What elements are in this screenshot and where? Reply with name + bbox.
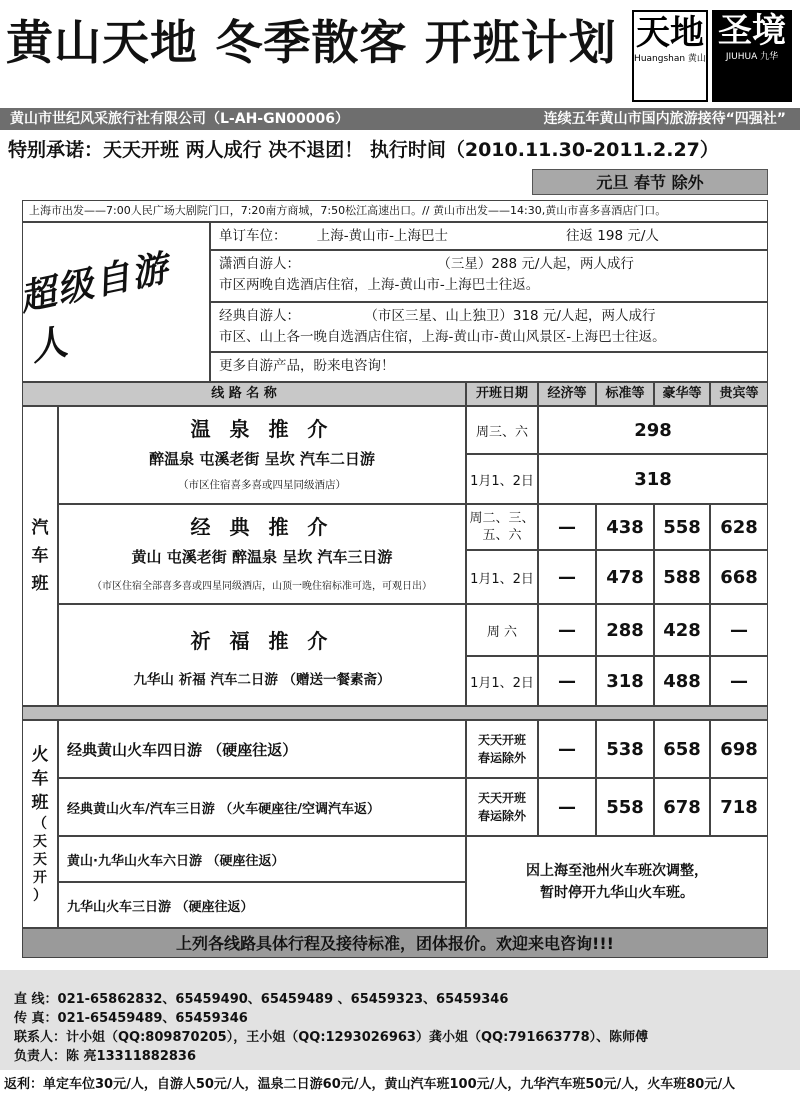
cl-std-0: 438: [596, 504, 654, 550]
logo1-sub: Huangshan 黄山: [634, 54, 706, 64]
classic-free-row: [210, 302, 768, 352]
more-row: [210, 352, 768, 382]
th-economy: 经济等: [538, 382, 596, 406]
cl-eco-0: —: [538, 504, 596, 550]
cl-date-0-l2: 五、六: [482, 528, 522, 543]
seat-row: [210, 222, 768, 250]
tr-date-1-l2: 春运除外: [477, 809, 526, 823]
seat-price: 往返 198 元/人: [566, 228, 659, 244]
xiaosa-line1: 潇洒自游人： （三星）288 元/人起，两人成行: [219, 256, 634, 272]
bl-date-1: 1月1、2日: [466, 656, 538, 706]
honor-text: 连续五年黄山市国内旅游接待“四强社”: [543, 111, 786, 127]
suspend-line2: 暂时停开九华山火车班。: [540, 885, 694, 901]
bl-vip-0: —: [710, 604, 768, 656]
hs-date-0: 周三、六: [466, 406, 538, 454]
train-name-2: 黄山·九华山火车六日游 （硬座往返）: [67, 853, 285, 869]
logo1-main: 天地: [636, 13, 704, 53]
train-label-6: 开: [33, 870, 47, 886]
cl-date-1: 1月1、2日: [466, 550, 538, 604]
bl-dlx-1: 488: [654, 656, 710, 706]
th-deluxe: 豪华等: [654, 382, 710, 406]
rebate-line: 返利：单定车位30元/人，自游人50元/人，温泉二日游60元/人，黄山汽车班100元/人，九华汽车班50元/人，火车班80元/人: [0, 1072, 800, 1100]
train-route-1: [58, 778, 466, 836]
seat-route: 上海-黄山市-上海巴士: [316, 228, 449, 244]
bl-eco-0: —: [538, 604, 596, 656]
badge-text: 超级自游人: [15, 246, 174, 370]
cl-eco-1: —: [538, 550, 596, 604]
hot-spring-route: [58, 406, 466, 504]
classic-line2: 市区、山上各一晚自选酒店住宿，上海-黄山市-黄山风景区-上海巴士往返。: [219, 329, 666, 345]
except-badge: 元旦 春节 除外: [532, 169, 768, 195]
hot-spring-note: （市区住宿喜多喜或四星同级酒店）: [178, 479, 346, 491]
bl-vip-1: —: [710, 656, 768, 706]
cl-dlx-1: 588: [654, 550, 710, 604]
train-route-2: [58, 836, 466, 882]
cl-std-1: 478: [596, 550, 654, 604]
train-label-2: 班: [31, 793, 49, 813]
promise-text: 特别承诺：天天开班 两人成行 决不退团！ 执行时间（2010.11.30-2011.2.27）: [8, 139, 719, 161]
hot-spring-title: 温 泉 推 介: [190, 417, 334, 441]
section-divider: [22, 706, 768, 720]
seat-label: 单订车位：: [219, 228, 287, 244]
classic-line: 黄山 屯溪老街 醉温泉 呈坎 汽车三日游: [131, 548, 393, 566]
blessing-line: 九华山 祈福 汽车二日游 （赠送一餐素斋）: [133, 672, 391, 688]
train-label-1: 车: [31, 769, 49, 789]
hs-price-1: 318: [538, 454, 768, 504]
blessing-route: [58, 604, 466, 706]
cl-date-0: [466, 504, 538, 550]
tr-date-0-l2: 春运除外: [477, 751, 526, 765]
bus-label-0: 汽: [31, 518, 49, 538]
classic-title: 经 典 推 介: [190, 515, 334, 539]
bus-label-2: 班: [31, 574, 49, 594]
th-date: 开班日期: [466, 382, 538, 406]
th-vip: 贵宾等: [710, 382, 768, 406]
bus-label: [22, 406, 58, 706]
tr-date-0: [466, 720, 538, 778]
bl-date-0: 周 六: [466, 604, 538, 656]
train-label-7: ）: [33, 888, 47, 904]
hs-price-0: 298: [538, 406, 768, 454]
hot-spring-line: 醉温泉 屯溪老街 呈坎 汽车二日游: [149, 450, 375, 468]
bl-std-0: 288: [596, 604, 654, 656]
tr-dlx-1: 678: [654, 778, 710, 836]
train-name-0: 经典黄山火车四日游 （硬座往返）: [67, 740, 298, 759]
bl-std-1: 318: [596, 656, 654, 706]
agency-bar: [0, 108, 800, 130]
blessing-title: 祈 福 推 介: [190, 629, 334, 653]
train-name-1: 经典黄山火车/汽车三日游 （火车硬座往/空调汽车返）: [67, 801, 381, 817]
jiuhua-suspend-notice: [466, 836, 768, 928]
suspend-line1: 因上海至池州火车班次调整，: [526, 863, 708, 879]
tr-std-1: 558: [596, 778, 654, 836]
classic-line1: 经典自游人： （市区三星、山上独卫）318 元/人起，两人成行: [219, 308, 656, 324]
bus-label-1: 车: [31, 546, 49, 566]
classic-route: [58, 504, 466, 604]
direct-line: 直 线：021-65862832、65459490、65459489 、65459323、65459346: [14, 992, 509, 1007]
page-title: 黄山天地 冬季散客 开班计划: [6, 16, 617, 71]
bl-eco-1: —: [538, 656, 596, 706]
xiaosa-row: [210, 250, 768, 302]
cl-dlx-0: 558: [654, 504, 710, 550]
train-label-4: 天: [33, 834, 47, 850]
train-route-3: [58, 882, 466, 928]
cl-vip-1: 668: [710, 550, 768, 604]
tr-eco-1: —: [538, 778, 596, 836]
shengjing-logo: [712, 10, 792, 102]
tr-vip-0: 698: [710, 720, 768, 778]
tr-date-1: [466, 778, 538, 836]
tr-date-0-l1: 天天开班: [477, 733, 526, 747]
fax-line: 传 真：021-65459489、65459346: [14, 1011, 248, 1026]
th-route: 线 路 名 称: [22, 382, 466, 406]
free-travel-badge: [15, 222, 210, 382]
train-route-0: [58, 720, 466, 778]
train-label-5: 天: [33, 852, 47, 868]
train-label-3: （: [33, 816, 47, 832]
logo2-sub: JIUHUA 九华: [725, 52, 779, 62]
contact-people: 联系人：计小姐（QQ:809870205），王小姐（QQ:1293026963）龚小姐（QQ:791663778）、陈师傅: [14, 1030, 649, 1045]
train-label-0: 火: [31, 745, 49, 765]
xiaosa-line2: 市区两晚自选酒店住宿，上海-黄山市-上海巴士往返。: [219, 277, 540, 293]
more-text: 更多自游产品，盼来电咨询！: [219, 358, 395, 374]
th-standard: 标准等: [596, 382, 654, 406]
logo2-main: 圣境: [718, 11, 786, 51]
company-name: 黄山市世纪风采旅行社有限公司（L-AH-GN00006）: [10, 111, 350, 127]
tr-dlx-0: 658: [654, 720, 710, 778]
classic-note: （市区住宿全部喜多喜或四星同级酒店，山顶一晚住宿标准可选，可观日出）: [92, 581, 432, 592]
train-name-3: 九华山火车三日游 （硬座往返）: [67, 899, 254, 915]
footer-note: 上列各线路具体行程及接待标准，团体报价。欢迎来电咨询!!!: [22, 928, 768, 958]
tr-date-1-l1: 天天开班: [477, 791, 526, 805]
tiandi-logo: [632, 10, 708, 102]
train-label: [22, 720, 58, 928]
departure-info: 上海市出发——7:00人民广场大剧院门口，7:20南方商城，7:50松江高速出口。// 黄山市出发——14:30,黄山市喜多喜酒店门口。: [22, 200, 768, 222]
manager-line: 负责人：陈 亮13311882836: [14, 1049, 197, 1064]
tr-vip-1: 718: [710, 778, 768, 836]
tr-eco-0: —: [538, 720, 596, 778]
cl-date-0-l1: 周二、三、: [469, 511, 535, 526]
cl-vip-0: 628: [710, 504, 768, 550]
tr-std-0: 538: [596, 720, 654, 778]
hs-date-1: 1月1、2日: [466, 454, 538, 504]
bl-dlx-0: 428: [654, 604, 710, 656]
